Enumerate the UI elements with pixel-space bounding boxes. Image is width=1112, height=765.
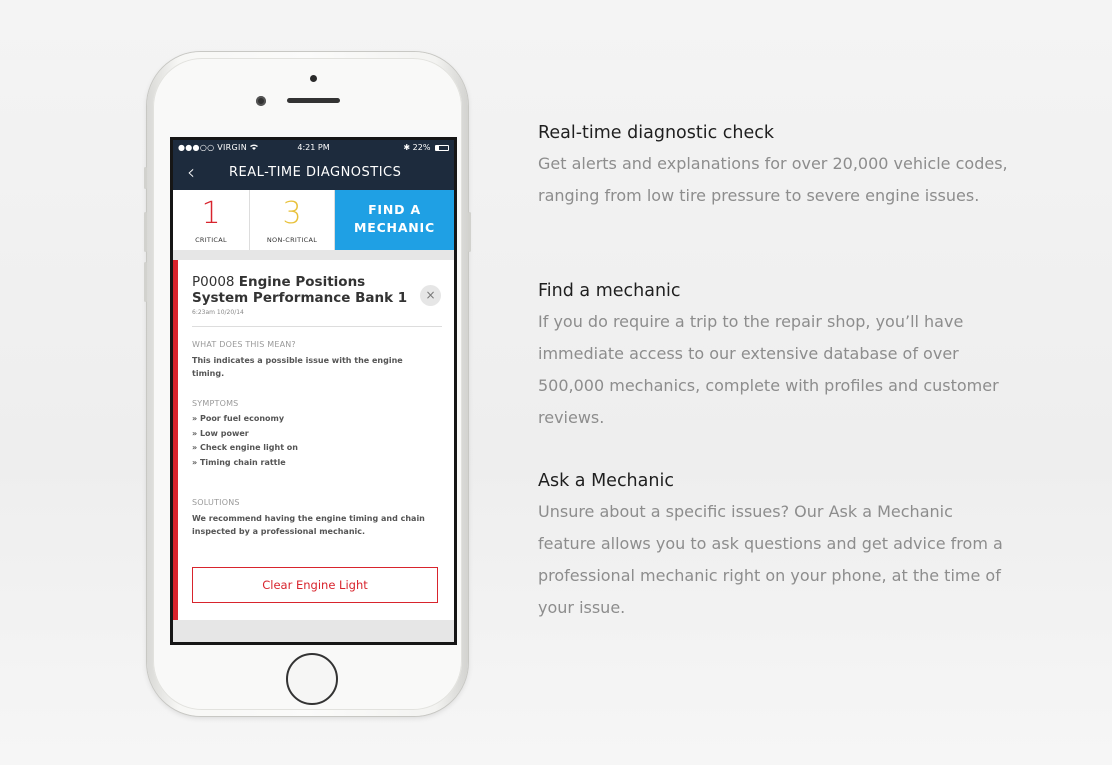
status-bar <box>173 140 454 156</box>
noncritical-count-value: 3 <box>282 196 302 231</box>
phone-mockup <box>147 52 468 716</box>
feature-ask-mechanic <box>538 468 1008 624</box>
solutions-body: We recommend having the engine timing and chain inspected by a professional mechanic. <box>192 514 425 536</box>
list-item: » Poor fuel economy <box>192 412 298 427</box>
code-counts <box>173 190 454 250</box>
list-item: » Timing chain rattle <box>192 456 298 471</box>
diagnostic-card <box>173 260 454 620</box>
feature-description: Get alerts and explanations for over 20,000 vehicle codes, ranging from low tire pressure to severe engine issues. <box>538 154 1008 205</box>
volume-up-button <box>144 212 147 252</box>
find-mechanic-button[interactable] <box>335 190 454 250</box>
battery-icon <box>435 145 449 151</box>
feature-title: Find a mechanic <box>538 281 681 301</box>
close-icon[interactable]: × <box>420 285 441 306</box>
bluetooth-icon: ✱ <box>403 143 411 152</box>
feature-title: Ask a Mechanic <box>538 471 674 491</box>
meaning-body: This indicates a possible issue with the engine timing. <box>192 356 403 378</box>
code-number: P0008 <box>192 274 235 290</box>
nav-bar <box>173 156 454 190</box>
find-mechanic-line2: MECHANIC <box>354 220 435 235</box>
clear-engine-light-button[interactable]: Clear Engine Light <box>192 567 438 603</box>
home-button <box>286 653 338 705</box>
feature-description: If you do require a trip to the repair shop, you’ll have immediate access to our extensive database of over 500,000 mechanics, complete with profiles and customer reviews. <box>538 312 999 427</box>
earpiece-speaker <box>287 98 340 103</box>
critical-count[interactable] <box>173 190 250 250</box>
divider <box>192 326 442 327</box>
carrier-label: ●●●○○ VIRGIN <box>178 143 247 152</box>
app-display <box>173 140 454 642</box>
feature-find-mechanic <box>538 278 1008 434</box>
feature-description: Unsure about a specific issues? Our Ask a Mechanic feature allows you to ask questions and get advice from a professional mechanic right on your phone, at the time of your issue. <box>538 502 1003 617</box>
list-item: » Check engine light on <box>192 441 298 456</box>
feature-title: Real-time diagnostic check <box>538 123 775 143</box>
find-mechanic-line1: FIND A <box>368 202 421 217</box>
feature-diagnostic-check <box>538 120 1008 212</box>
code-timestamp: 6:23am 10/20/14 <box>192 309 244 316</box>
mute-switch <box>144 167 147 189</box>
noncritical-count[interactable] <box>250 190 335 250</box>
code-title-line2: System Performance Bank 1 <box>192 290 408 306</box>
meaning-heading: WHAT DOES THIS MEAN? <box>192 340 296 349</box>
noncritical-count-label: NON-CRITICAL <box>266 236 318 244</box>
status-right <box>403 140 449 156</box>
symptoms-list <box>192 412 298 470</box>
critical-count-label: CRITICAL <box>195 236 227 244</box>
critical-count-value: 1 <box>201 196 221 231</box>
proximity-sensor <box>310 75 317 82</box>
symptoms-heading: SYMPTOMS <box>192 399 239 408</box>
front-camera-icon <box>256 96 266 106</box>
code-title <box>192 274 412 306</box>
power-button <box>468 212 471 252</box>
solutions-heading: SOLUTIONS <box>192 498 240 507</box>
critical-accent-bar <box>173 260 178 620</box>
page-title: REAL-TIME DIAGNOSTICS <box>229 165 402 180</box>
status-time: 4:21 PM <box>297 143 330 152</box>
list-item: » Low power <box>192 427 298 442</box>
code-title-line1: Engine Positions <box>238 274 366 290</box>
phone-screen <box>170 137 457 645</box>
back-chevron-icon[interactable]: ‹ <box>187 160 195 184</box>
phone-face <box>153 58 462 710</box>
volume-down-button <box>144 262 147 302</box>
battery-percent: 22% <box>412 143 431 152</box>
